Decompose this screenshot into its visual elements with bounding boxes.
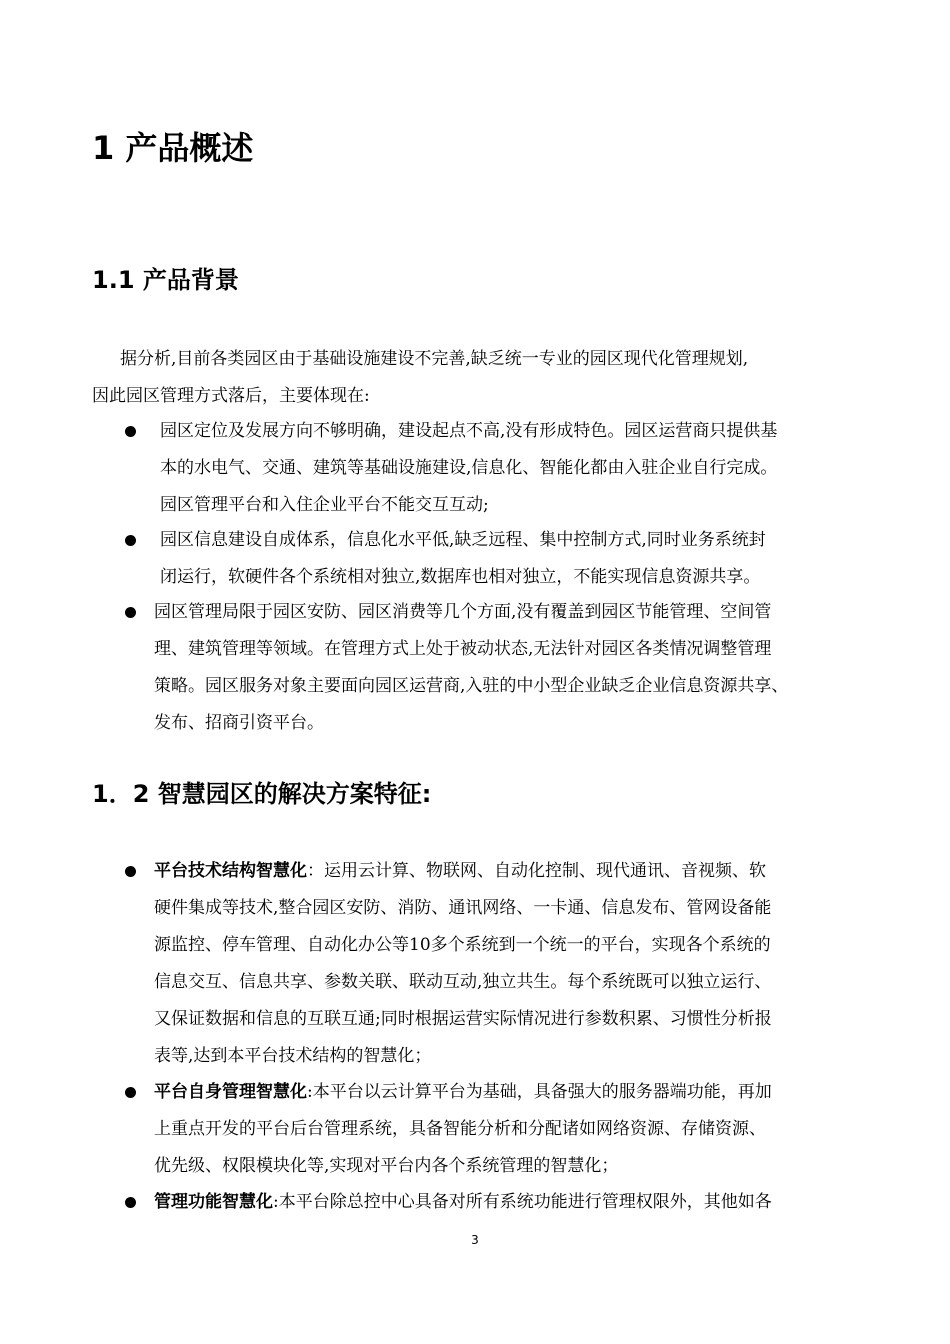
heading-product-overview: 1 产品概述 bbox=[92, 129, 254, 167]
bullet-line: 闭运行，软硬件各个系统相对独立,数据库也相对独立，不能实现信息资源共享。 bbox=[160, 567, 761, 587]
bullet-line: 理、建筑管理等领域。在管理方式上处于被动状态,无法针对园区各类情况调整管理 bbox=[154, 639, 772, 659]
bullet-line: 上重点开发的平台后台管理系统，具备智能分析和分配诸如网络资源、存储资源、 bbox=[154, 1119, 766, 1139]
bullet-line bbox=[154, 1074, 874, 1111]
feature-lead: 平台自身管理智慧化 bbox=[154, 1082, 307, 1102]
bullet-line: 又保证数据和信息的互联互通;同时根据运营实际情况进行参数积累、习惯性分析报 bbox=[154, 1009, 772, 1029]
bullet-text bbox=[154, 594, 874, 742]
page-number: 3 bbox=[471, 1233, 479, 1247]
heading-product-background: 1.1 产品背景 bbox=[92, 266, 239, 294]
feature-line-rest: :本平台以云计算平台为基础，具备强大的服务器端功能，再加 bbox=[307, 1082, 772, 1102]
bullet-line: 源监控、停车管理、自动化办公等10多个系统到一个统一的平台，实现各个系统的 bbox=[154, 935, 771, 955]
bullet-line: 表等,达到本平台技术结构的智慧化； bbox=[154, 1046, 432, 1066]
bullet-text bbox=[154, 1184, 874, 1221]
bullet-line: 园区管理局限于园区安防、园区消费等几个方面,没有覆盖到园区节能管理、空间管 bbox=[154, 602, 772, 622]
bullet-line: 园区定位及发展方向不够明确，建设起点不高,没有形成特色。园区运营商只提供基 bbox=[160, 421, 778, 441]
bullet-line: 发布、招商引资平台。 bbox=[154, 713, 324, 733]
bullet-line: 策略。园区服务对象主要面向园区运营商,入驻的中小型企业缺乏企业信息资源共享、 bbox=[154, 676, 789, 696]
bullet-line: 园区信息建设自成体系，信息化水平低,缺乏远程、集中控制方式,同时业务系统封 bbox=[160, 530, 766, 550]
bullet-line: 信息交互、信息共享、参数关联、联动互动,独立共生。每个系统既可以独立运行、 bbox=[154, 972, 772, 992]
bullet-text bbox=[154, 1074, 874, 1185]
feature-lead: 平台技术结构智慧化 bbox=[154, 861, 307, 881]
bullet-line: 硬件集成等技术,整合园区安防、消防、通讯网络、一卡通、信息发布、管网设备能 bbox=[154, 898, 772, 918]
heading-solution-features: 1．2 智慧园区的解决方案特征: bbox=[92, 780, 432, 808]
intro-line: 据分析,目前各类园区由于基础设施建设不完善,缺乏统一专业的园区现代化管理规划, bbox=[120, 349, 749, 369]
feature-line-rest: ：运用云计算、物联网、自动化控制、现代通讯、音视频、软 bbox=[307, 861, 766, 881]
bullet-line bbox=[154, 853, 874, 890]
bullet-dot-icon bbox=[125, 1197, 136, 1208]
intro-paragraph bbox=[92, 341, 872, 415]
bullet-line: 优先级、权限模块化等,实现对平台内各个系统管理的智慧化； bbox=[154, 1156, 619, 1176]
bullet-dot-icon bbox=[125, 1087, 136, 1098]
bullet-dot-icon bbox=[125, 607, 136, 618]
bullet-dot-icon bbox=[125, 535, 136, 546]
intro-line: 因此园区管理方式落后，主要体现在: bbox=[92, 386, 370, 406]
bullet-text bbox=[160, 413, 880, 524]
bullet-text bbox=[154, 853, 874, 1075]
feature-line-rest: :本平台除总控中心具备对所有系统功能进行管理权限外，其他如各 bbox=[273, 1192, 772, 1212]
feature-lead: 管理功能智慧化 bbox=[154, 1192, 273, 1212]
bullet-dot-icon bbox=[125, 426, 136, 437]
bullet-line bbox=[154, 1184, 874, 1221]
bullet-dot-icon bbox=[125, 866, 136, 877]
bullet-line: 本的水电气、交通、建筑等基础设施建设,信息化、智能化都由入驻企业自行完成。 bbox=[160, 458, 778, 478]
bullet-line: 园区管理平台和入住企业平台不能交互互动; bbox=[160, 495, 489, 515]
bullet-text bbox=[160, 522, 880, 596]
